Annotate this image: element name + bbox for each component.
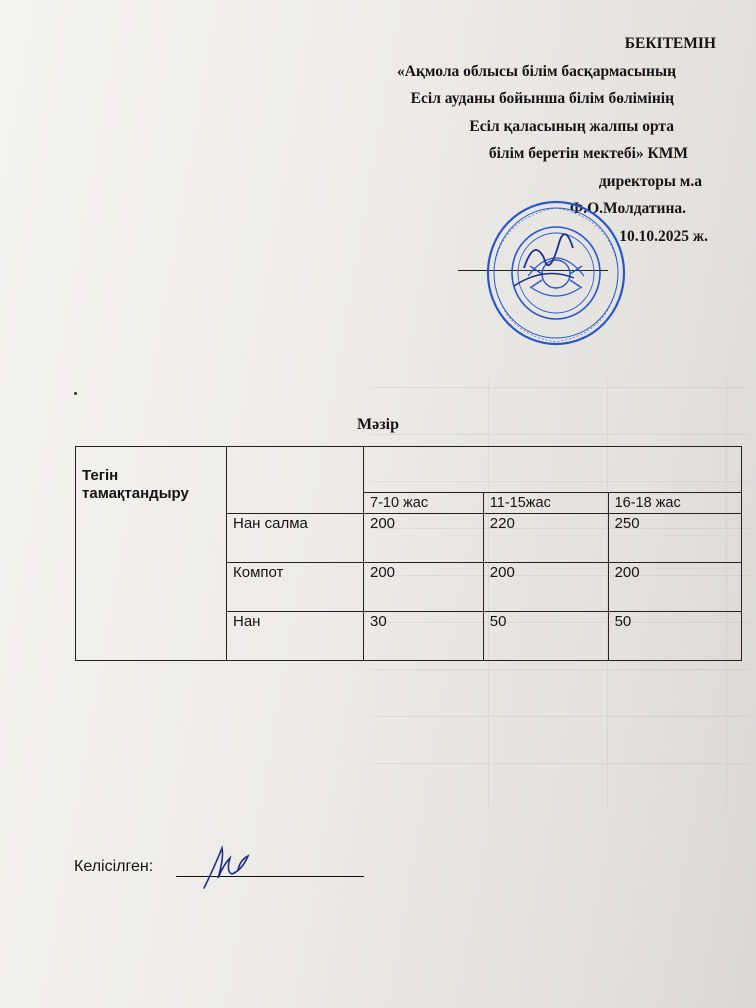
age-group: 16-18 жас (608, 493, 741, 514)
item-name: Компот (227, 563, 364, 612)
item-value: 200 (483, 563, 608, 612)
item-value: 30 (364, 612, 484, 661)
approval-line-5: директоры м.а (598, 172, 702, 190)
item-value: 50 (483, 612, 608, 661)
item-value: 220 (483, 514, 608, 563)
stray-dot (74, 392, 77, 395)
item-header-cell (227, 447, 364, 514)
item-value: 50 (608, 612, 741, 661)
agreed-label: Келісілген: (74, 858, 154, 875)
age-group: 7-10 жас (364, 493, 484, 514)
approval-line-4: білім беретін мектебі» КММ (488, 145, 688, 162)
approval-line-1: «Ақмола облысы білім басқармасының (397, 62, 676, 80)
age-group: 11-15жас (483, 493, 608, 514)
item-name: Нан салма (227, 514, 364, 563)
approval-line-6: Ф.О.Молдатина. (569, 200, 686, 217)
handwritten-signature-icon (196, 840, 256, 900)
age-header-cell (364, 447, 742, 493)
item-name: Нан (227, 612, 364, 661)
approval-line-2: Есіл ауданы бойынша білім бөлімінің (410, 90, 674, 107)
item-value: 200 (364, 563, 484, 612)
item-value: 200 (364, 514, 484, 563)
menu-table (75, 446, 742, 661)
approval-line-3: Есіл қаласының жалпы орта (469, 117, 674, 135)
category-cell: Тегін тамақтандыру (76, 447, 227, 661)
item-value: 200 (608, 563, 741, 612)
page-title: Мәзір (357, 416, 399, 433)
table-header-row (76, 447, 742, 493)
approval-line-7: 10.10.2025 ж. (619, 227, 708, 245)
item-value: 250 (608, 514, 741, 563)
official-seal-icon (484, 198, 628, 348)
approval-heading: БЕКІТЕМІН (624, 35, 716, 52)
